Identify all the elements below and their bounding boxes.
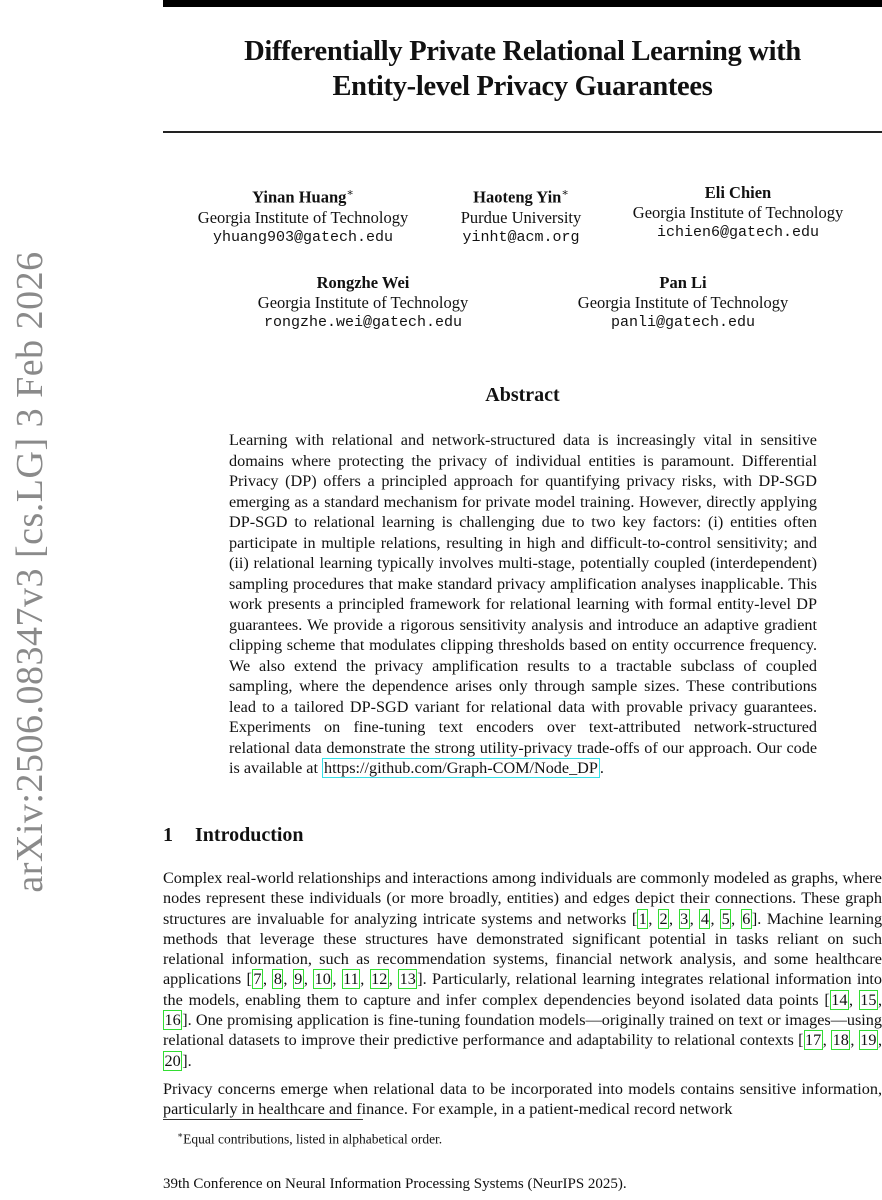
citation-link[interactable]: 11: [343, 970, 359, 989]
author-email[interactable]: yhuang903@gatech.edu: [212, 228, 394, 246]
section-number: 1: [163, 824, 173, 846]
code-repo-link[interactable]: https://github.com/Graph-COM/Node_DP: [324, 759, 598, 777]
paragraph-text: Complex real-world relationships and interactions among individuals are commonly modeled as graphs, where nodes represent these individuals (or more broadly, entities) and edges depict their connections. These graph structures are invaluable for analyzing intricate systems and networks [: [163, 869, 882, 928]
citation-link[interactable]: 4: [700, 909, 709, 928]
arxiv-identifier: arXiv:2506.08347v3 [cs.LG] 3 Feb 2026: [9, 251, 51, 893]
paragraph-text: ,: [731, 909, 741, 928]
author-block: [618, 183, 858, 243]
title-bottom-rule: [163, 131, 882, 133]
paragraph-text: ,: [689, 909, 700, 928]
footnote-rule: [163, 1119, 363, 1120]
author-name: Rongzhe Wei: [316, 273, 410, 292]
author-affiliation: Georgia Institute of Technology: [197, 207, 409, 227]
citation-link[interactable]: 6: [742, 909, 751, 928]
author-name: Eli Chien: [704, 183, 772, 202]
paragraph-text: ,: [262, 970, 273, 989]
abstract-body: [229, 430, 817, 779]
citation-link[interactable]: 19: [860, 1031, 877, 1050]
author-email[interactable]: yinht@acm.org: [462, 228, 580, 246]
paragraph-text: ,: [669, 909, 679, 928]
abstract-text: Learning with relational and network-structured data is increasingly vital in sensitive domains where protecting the privacy of individual entities is paramount. Differential Privacy (DP) offers a principled approach for quantifying privacy risks, with DP-SGD emerging as a standard mechanism for private model training. However, directly applying DP-SGD to relational learning is challenging due to two key factors: (i) entities often participate in multiple relations, resulting in high and difficult-to-control sensitivity; and (ii) relational learning typically involves multi-stage, potentially coupled (interdependent) sampling procedures that make standard privacy amplification analyses inapplicable. This work presents a principled framework for relational learning with formal entity-level DP guarantees. We provide a rigorous sensitivity analysis and introduce an adaptive gradient clipping scheme that modulates clipping thresholds based on entity occurrence frequency. We also extend the privacy amplification results to a tractable subclass of coupled sampling, where the dependence arises only through sample sizes. These contributions lead to a tailored DP-SGD variant for relational data with provable privacy guarantees. Experiments on fine-tuning text encoders over text-attributed network-structured relational data demonstrate the strong utility-privacy trade-offs of our approach. Our code is available at: [229, 431, 817, 777]
paragraph-text: ]. Machine learning methods that leverage these structures have demonstrated significant potential in tasks reliant on such relational information, such as recommendation systems, financial network analysis, and some healthcare applications [: [163, 909, 882, 989]
paragraph-text: ,: [850, 1031, 859, 1050]
paragraph-text: ,: [710, 909, 721, 928]
author-email[interactable]: ichien6@gatech.edu: [656, 224, 820, 241]
intro-paragraph-1: [163, 868, 882, 1071]
author-affiliation: Georgia Institute of Technology: [577, 293, 789, 312]
author-affiliation: Georgia Institute of Technology: [632, 203, 844, 222]
citation-link[interactable]: 8: [273, 970, 282, 989]
author-block: [558, 273, 808, 333]
footnote-mark: ∗: [177, 1130, 184, 1140]
title-line-2: Entity-level Privacy Guarantees: [332, 71, 713, 102]
author-block: [183, 183, 423, 248]
paper-title: [163, 34, 882, 104]
title-top-rule: [163, 0, 882, 7]
footnote-text: Equal contributions, listed in alphabetical order.: [183, 1131, 443, 1147]
paragraph-text: ,: [303, 970, 314, 989]
citation-link[interactable]: 9: [294, 970, 303, 989]
citation-link[interactable]: 18: [832, 1031, 849, 1050]
paragraph-text: ]. Particularly, relational learning integrates relational information into the models, enabling them to capture and infer complex dependencies beyond isolated data points [: [163, 970, 882, 1009]
author-email[interactable]: panli@gatech.edu: [610, 314, 756, 331]
paragraph-text: ]. One promising application is fine-tuning foundation models—originally trained on text or images—using relational datasets to improve their predictive performance and adaptability to relational contexts [: [163, 1011, 882, 1050]
paragraph-text: ,: [360, 970, 370, 989]
intro-paragraph-2: Privacy concerns emerge when relational data to be incorporated into models contains sensitive information, particularly in healthcare and finance. For example, in a patient-medical record network: [163, 1080, 882, 1119]
paragraph-text: ,: [388, 970, 399, 989]
citation-link[interactable]: 5: [721, 909, 730, 928]
section-heading-introduction: [163, 824, 304, 847]
author-name: Haoteng Yin: [473, 187, 562, 207]
venue-note: 39th Conference on Neural Information Processing Systems (NeurIPS 2025).: [163, 1176, 627, 1192]
author-name: Yinan Huang: [252, 187, 347, 207]
section-title: Introduction: [195, 824, 304, 846]
paragraph-text: ,: [877, 1031, 882, 1050]
citation-link[interactable]: 17: [805, 1031, 822, 1050]
citation-link[interactable]: 10: [314, 970, 331, 989]
paragraph-text: ,: [283, 970, 293, 989]
abstract-tail: .: [599, 759, 604, 777]
author-affiliation: Georgia Institute of Technology: [257, 293, 469, 312]
paragraph-text: ,: [877, 990, 882, 1009]
author-name: Pan Li: [659, 273, 707, 292]
equal-contribution-mark: ∗: [346, 187, 354, 199]
citation-link[interactable]: 14: [831, 990, 848, 1009]
equal-contribution-mark: ∗: [561, 187, 569, 199]
arxiv-side-stamp: [0, 251, 60, 893]
citation-link[interactable]: 15: [860, 990, 877, 1009]
footnote: [177, 1130, 442, 1148]
paragraph-text: ,: [332, 970, 342, 989]
abstract-heading: Abstract: [485, 384, 560, 406]
title-line-1: Differentially Private Relational Learning with: [244, 36, 801, 67]
citation-link[interactable]: 3: [680, 909, 689, 928]
citation-link[interactable]: 2: [659, 909, 668, 928]
citation-link[interactable]: 16: [164, 1011, 181, 1030]
citation-link[interactable]: 12: [371, 970, 388, 989]
citation-link[interactable]: 13: [399, 970, 416, 989]
author-affiliation: Purdue University: [460, 207, 582, 227]
author-block: [441, 183, 601, 248]
paragraph-text: ].: [182, 1051, 192, 1070]
citation-link[interactable]: 7: [253, 970, 262, 989]
citation-link[interactable]: 1: [638, 909, 647, 928]
author-block: [238, 273, 488, 333]
paragraph-text: ,: [848, 990, 859, 1009]
paragraph-text: ,: [822, 1031, 832, 1050]
citation-link[interactable]: 20: [164, 1051, 181, 1070]
paragraph-text: ,: [648, 909, 658, 928]
author-email[interactable]: rongzhe.wei@gatech.edu: [263, 314, 463, 331]
